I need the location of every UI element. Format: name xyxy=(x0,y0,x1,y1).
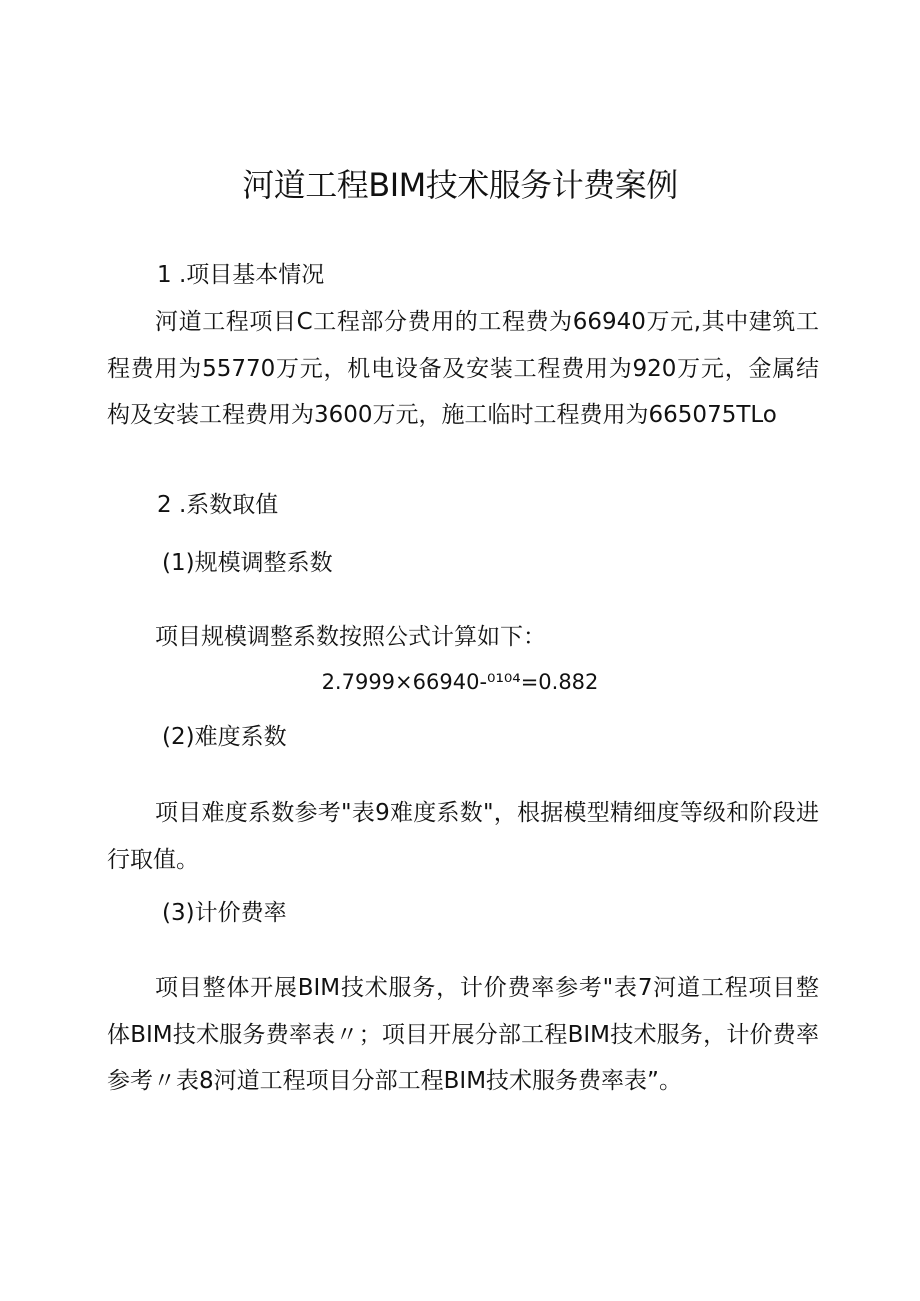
section1-body: 河道工程项目C工程部分费用的工程费为66940万元,其中建筑工程费用为55770万元，机电设备及安装工程费用为920万元，金属结构及安装工程费用为3600万元，施工临时工程费用为665075TLo xyxy=(107,309,819,428)
section2-heading: 2 .系数取值 xyxy=(157,492,279,518)
scale-coefficient-intro: 项目规模调整系数按照公式计算如下： xyxy=(155,624,546,650)
scale-coefficient-heading: (1)规模调整系数 xyxy=(162,550,333,576)
difficulty-coefficient-body: 项目难度系数参考"表9难度系数"，根据模型精细度等级和阶段进行取值。 xyxy=(107,800,819,873)
scale-formula: 2.7999×66940-⁰¹⁰⁴=0.882 xyxy=(321,670,599,694)
pricing-rate-heading: (3)计价费率 xyxy=(162,900,287,926)
difficulty-coefficient-heading: (2)难度系数 xyxy=(162,724,287,750)
pricing-rate-body: 项目整体开展BIM技术服务，计价费率参考"表7河道工程项目整体BIM技术服务费率表〃；项目开展分部工程BIM技术服务，计价费率参考〃表8河道工程项目分部工程BIM技术服务费率表”。 xyxy=(107,975,819,1094)
document-title: 河道工程BIM技术服务计费案例 xyxy=(242,166,678,204)
section1-heading: 1 .项目基本情况 xyxy=(157,262,325,288)
